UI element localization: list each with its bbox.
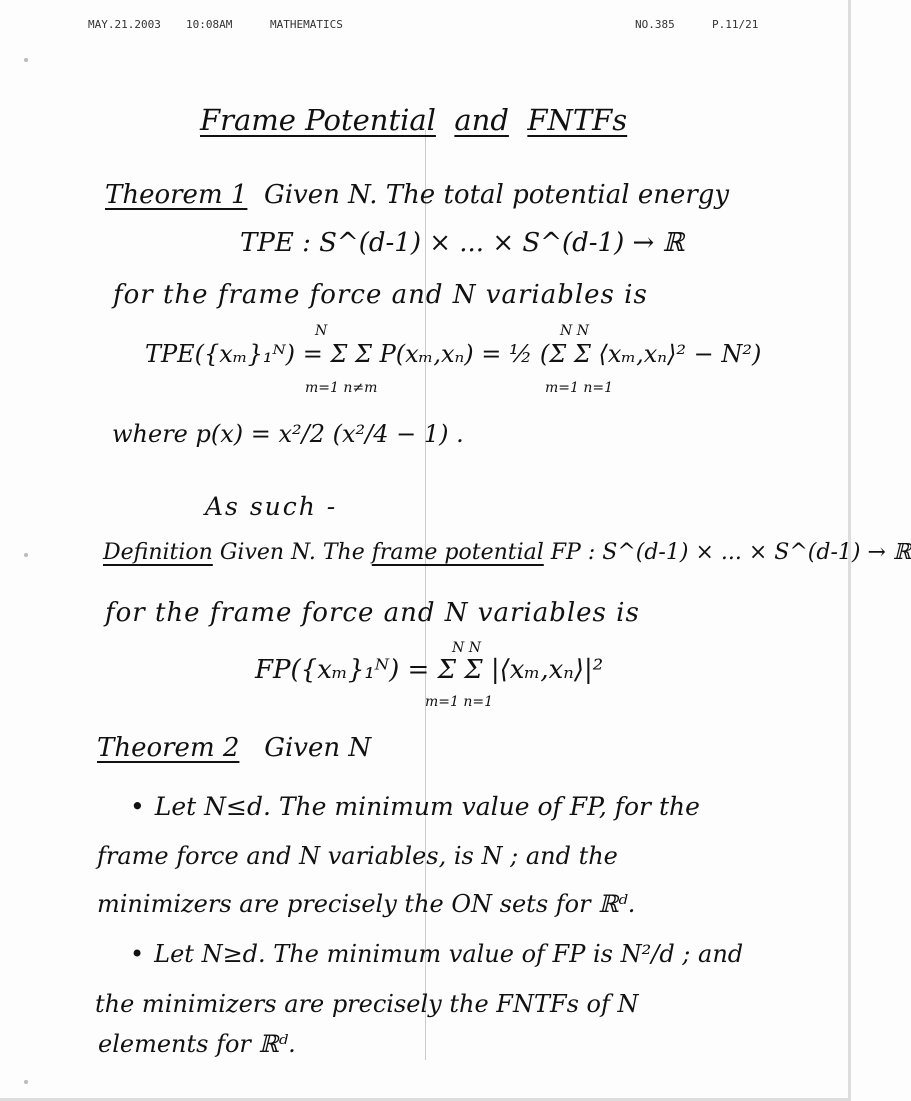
where-line: where p(x) = x²/2 (x²/4 − 1) . [112,420,464,448]
tpe-limit-bottom-left: m=1 n≠m [305,380,378,396]
edge-mark [24,553,28,557]
bullet-icon: • [130,940,145,968]
definition-text-a: Given N. The [219,540,365,565]
definition-line2: for the frame force and N variables is [105,598,640,628]
theorem1-heading [105,180,729,210]
tpe-limit-bottom-right: m=1 n=1 [545,380,614,396]
definition-heading [103,540,911,565]
theorem1-text: Given N. The total potential energy [263,180,730,210]
tpe-formula [145,340,761,368]
bullet1-line1 [130,792,700,821]
tpe-map: TPE : S^(d-1) × ... × S^(d-1) → ℝ [240,228,685,258]
fp-formula: FP({xₘ}₁ᴺ) = Σ Σ |⟨xₘ,xₙ⟩|² [255,655,604,685]
as-such: As such - [205,492,338,521]
tpe-formula-lhs: TPE({xₘ}₁ᴺ) [145,340,296,368]
theorem2-heading [97,733,371,763]
definition-term: frame potential [371,540,544,565]
fax-time: 10:08AM [186,18,233,31]
bullet2-line1 [130,940,743,968]
fax-department: MATHEMATICS [270,18,343,31]
definition-label: Definition [103,540,213,565]
title-part2: and [454,103,509,137]
theorem2-label: Theorem 2 [97,733,240,763]
fax-date: MAY.21.2003 [88,18,161,31]
fp-limit-top: N N [452,640,481,656]
edge-mark [24,58,28,62]
bullet1-line3: minimizers are precisely the ON sets for ℝᵈ. [97,890,636,918]
title-part3: FNTFs [527,103,628,137]
fax-header [0,14,851,34]
title-part1: Frame Potential [200,103,436,137]
bullet-icon: • [130,792,145,821]
tpe-formula-mid: = Σ Σ P(xₘ,xₙ) = ½ (Σ Σ ⟨xₘ,xₙ⟩² − N²) [302,340,762,368]
definition-map: FP : S^(d-1) × ... × S^(d-1) → ℝ [550,540,911,565]
fax-number: NO.385 [635,18,675,31]
theorem1-label: Theorem 1 [105,180,248,210]
tpe-limit-top-left: N [315,323,328,339]
bullet2-text: Let N≥d. The minimum value of FP is N²/d ; and [154,940,744,968]
fp-limit-bottom: m=1 n=1 [425,694,494,710]
theorem2-text: Given N [264,733,372,763]
page-title [200,103,627,137]
fax-page: P.11/21 [712,18,759,31]
scan-line [425,130,426,1060]
tpe-limit-top-right: N N [560,323,589,339]
bullet2-line3: elements for ℝᵈ. [98,1030,296,1058]
edge-mark [24,1080,28,1084]
bullet1-line2: frame force and N variables, is N ; and the [97,842,618,870]
bullet1-text: Let N≤d. The minimum value of FP, for the [154,792,700,821]
theorem1-line3: for the frame force and N variables is [113,280,648,310]
bullet2-line2: the minimizers are precisely the FNTFs of N [95,990,639,1018]
